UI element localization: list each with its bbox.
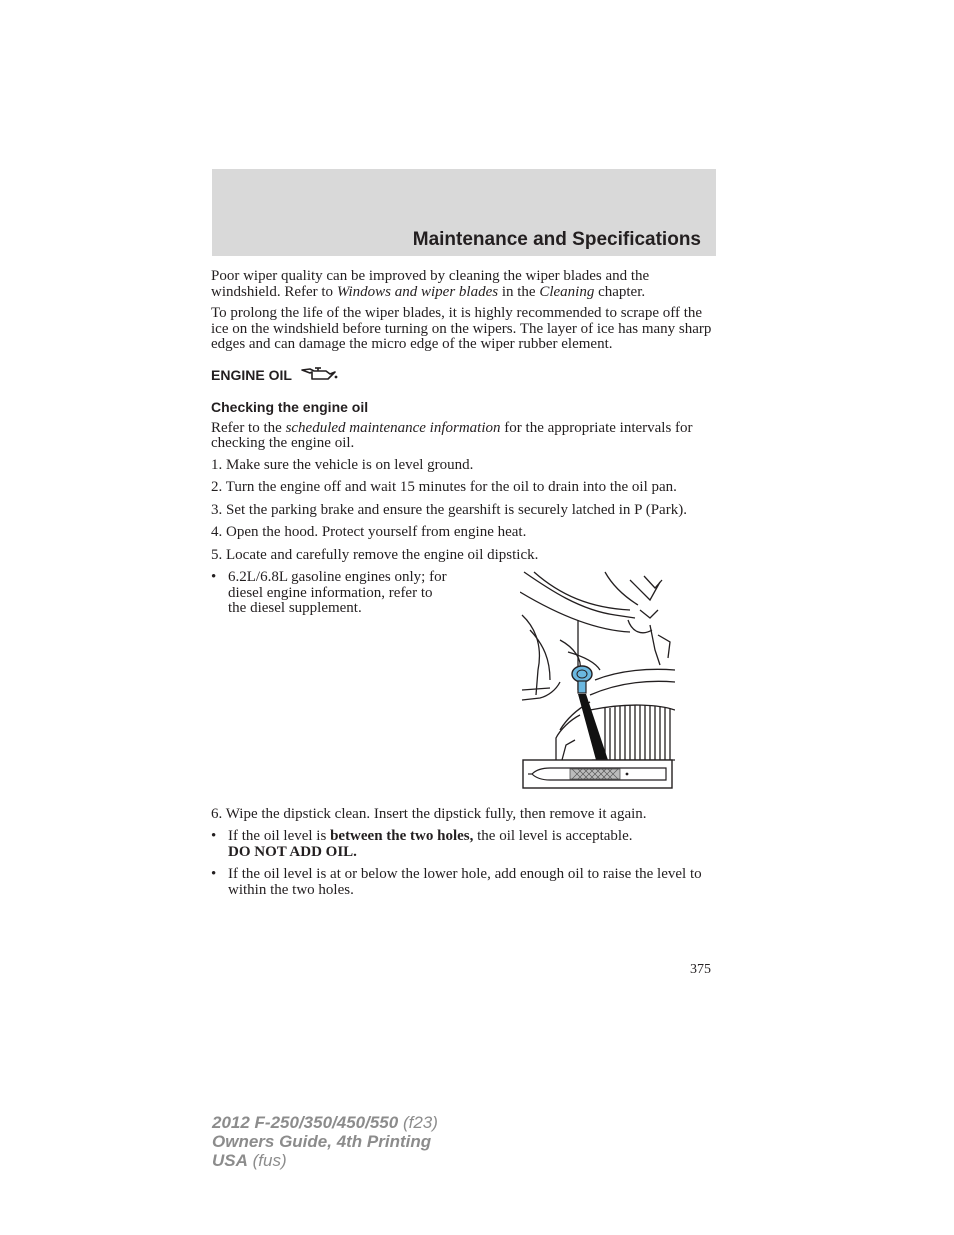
step-6: 6. Wipe the dipstick clean. Insert the dipstick fully, then remove it again. <box>211 805 647 822</box>
step-5: 5. Locate and carefully remove the engine oil dipstick. <box>211 546 539 563</box>
engine-oil-heading <box>211 366 716 386</box>
step-4: 4. Open the hood. Protect yourself from engine heat. <box>211 524 527 540</box>
engine-oil-heading-text: ENGINE OIL <box>211 366 292 383</box>
bullet-level-low <box>211 867 716 898</box>
footer-line-2: Owners Guide, 4th Printing <box>212 1132 432 1151</box>
warning-do-not-add-oil: DO NOT ADD OIL. <box>228 843 357 860</box>
text-run: Refer to the <box>211 419 286 436</box>
page-content <box>211 269 716 905</box>
text-run: in the <box>498 283 540 300</box>
cross-reference-cleaning: Cleaning <box>539 283 595 300</box>
step-1: 1. Make sure the vehicle is on level ground. <box>211 456 474 473</box>
bullet-engine-note <box>211 570 451 790</box>
footer-line-3 <box>212 1151 438 1170</box>
document-footer <box>212 1113 438 1170</box>
footer-market: USA <box>212 1151 248 1170</box>
refer-paragraph <box>211 421 716 452</box>
text-run: the oil level is acceptable. <box>473 828 633 844</box>
text-run: If the oil level is <box>228 828 331 844</box>
bullet-mark: • <box>211 569 217 585</box>
intro-paragraph-2: To prolong the life of the wiper blades, it is highly recommended to scrape off the ice on the windshield before turning on the wipers. The layer of ice has many sharp edges and can damage the micro edge of the wiper rubber element. <box>211 305 712 352</box>
text-run: Poor wiper quality can be improved by cleaning the wiper blades and the windshield. Refer to <box>211 268 650 300</box>
checking-oil-subheading: Checking the engine oil <box>211 399 369 415</box>
step-3: 3. Set the parking brake and ensure the gearshift is securely latched in P (Park). <box>211 501 687 518</box>
cross-reference-maintenance: scheduled maintenance information <box>285 419 501 436</box>
footer-market-code: (fus) <box>247 1151 287 1170</box>
bullet-text: If the oil level is at or below the lower hole, add enough oil to raise the level to within the two holes. <box>228 866 702 898</box>
bullet-level-acceptable <box>211 829 716 860</box>
footer-model-code: (f23) <box>398 1113 438 1132</box>
intro-paragraph-1 <box>211 269 716 300</box>
bullet-text: 6.2L/6.8L gasoline engines only; for diesel engine information, refer to the diesel supplement. <box>228 569 447 616</box>
section-header-bar <box>212 169 716 256</box>
section-title: Maintenance and Specifications <box>412 229 701 250</box>
engine-bullet-with-figure <box>211 570 716 797</box>
text-run: chapter. <box>594 283 646 300</box>
dipstick-illustration <box>520 570 675 797</box>
cross-reference-windows-wiper: Windows and wiper blades <box>336 283 499 300</box>
emphasis-between-holes: between the two holes, <box>330 828 474 844</box>
bullet-mark: • <box>211 866 217 882</box>
footer-model: 2012 F-250/350/450/550 <box>212 1113 399 1132</box>
step-2: 2. Turn the engine off and wait 15 minutes for the oil to drain into the oil pan. <box>211 479 677 495</box>
bullet-text <box>228 829 716 860</box>
page-number: 375 <box>690 962 711 977</box>
text-run: for the appropriate intervals for checking the engine oil. <box>211 419 693 451</box>
oil-can-icon <box>300 366 338 386</box>
footer-line-1 <box>212 1113 438 1132</box>
bullet-mark: • <box>211 828 217 844</box>
